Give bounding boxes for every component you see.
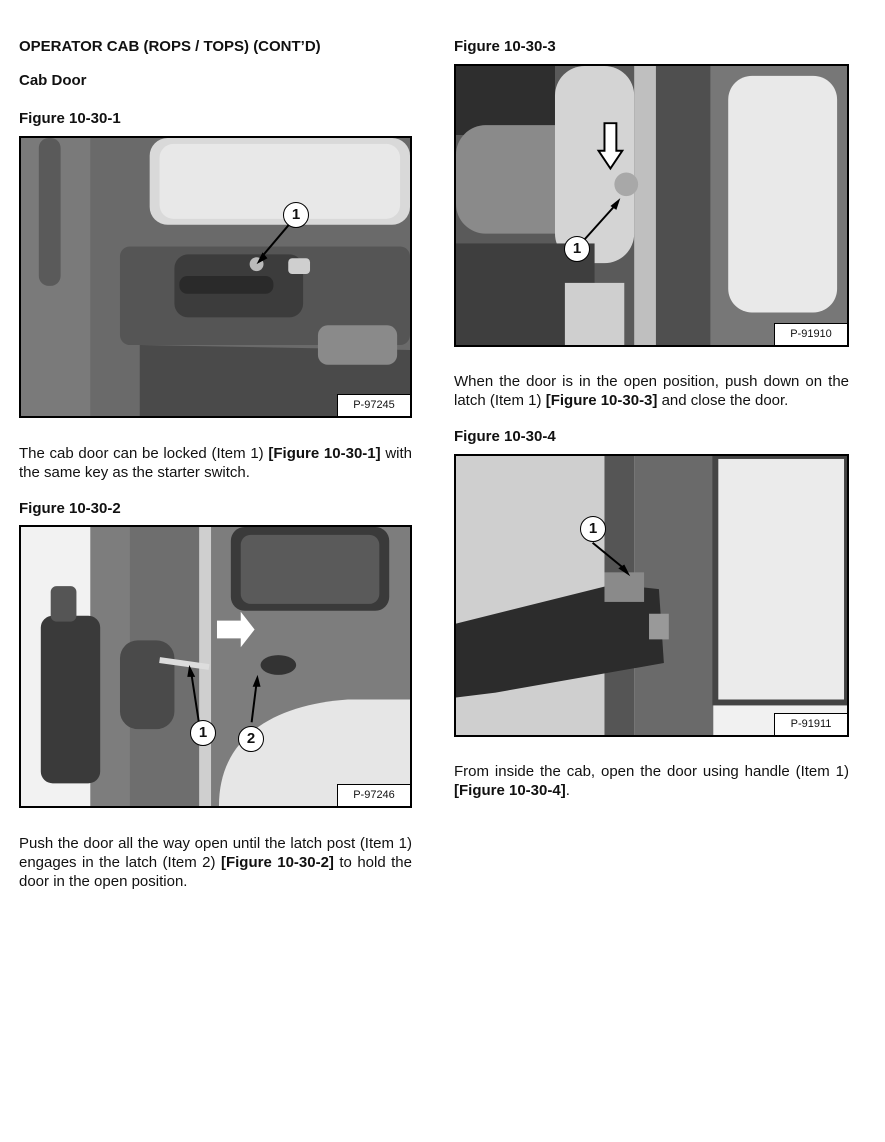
photo-code: P-91910 — [774, 323, 847, 345]
figure-2-photo — [19, 525, 412, 808]
inside-handle-photo — [456, 456, 847, 735]
figure-1-title: Figure 10-30-1 — [19, 110, 121, 127]
figure-1-photo — [19, 136, 412, 418]
paragraph-2 — [19, 834, 412, 891]
callout-1: 1 — [190, 720, 216, 746]
figure-3-photo — [454, 64, 849, 347]
paragraph-1-text: The cab door can be locked (Item 1) — [19, 445, 269, 462]
section-heading: OPERATOR CAB (ROPS / TOPS) (CONT’D) — [19, 38, 321, 55]
paragraph-4-text: From inside the cab, open the door using handle (Item 1) — [454, 763, 849, 780]
figure-reference: [Figure 10-30-2] — [220, 854, 334, 871]
callout-1: 1 — [580, 516, 606, 542]
paragraph-1-text-end: with the same key as the starter switch. — [19, 445, 412, 481]
figure-reference: [Figure 10-30-3] — [545, 392, 658, 409]
paragraph-4 — [454, 762, 849, 800]
latch-release-photo — [456, 66, 847, 345]
subsection-heading: Cab Door — [19, 72, 87, 89]
latch-post-photo — [21, 527, 410, 806]
paragraph-3-text-end: and close the door. — [657, 392, 789, 409]
door-lock-photo — [21, 138, 410, 416]
callout-1: 1 — [283, 202, 309, 228]
figure-reference: [Figure 10-30-1] — [268, 445, 381, 462]
paragraph-2-text-end: to hold the door in the open position. — [19, 854, 412, 890]
paragraph-3-text: When the door is in the open position, push down on the latch (Item 1) — [454, 373, 849, 409]
figure-4-title: Figure 10-30-4 — [454, 428, 556, 445]
figure-2-title: Figure 10-30-2 — [19, 500, 121, 517]
figure-3-title: Figure 10-30-3 — [454, 38, 556, 55]
paragraph-4-text-end: . — [565, 782, 570, 799]
photo-code: P-97246 — [337, 784, 410, 806]
figure-4-photo — [454, 454, 849, 737]
paragraph-1 — [19, 444, 412, 482]
photo-code: P-91911 — [774, 713, 847, 735]
figure-reference: [Figure 10-30-4] — [454, 782, 566, 799]
paragraph-3 — [454, 372, 849, 410]
photo-code: P-97245 — [337, 394, 410, 416]
callout-2: 2 — [238, 726, 264, 752]
callout-1: 1 — [564, 236, 590, 262]
paragraph-2-text: Push the door all the way open until the latch post (Item 1) engages in the latch (Item 2) — [19, 835, 412, 871]
